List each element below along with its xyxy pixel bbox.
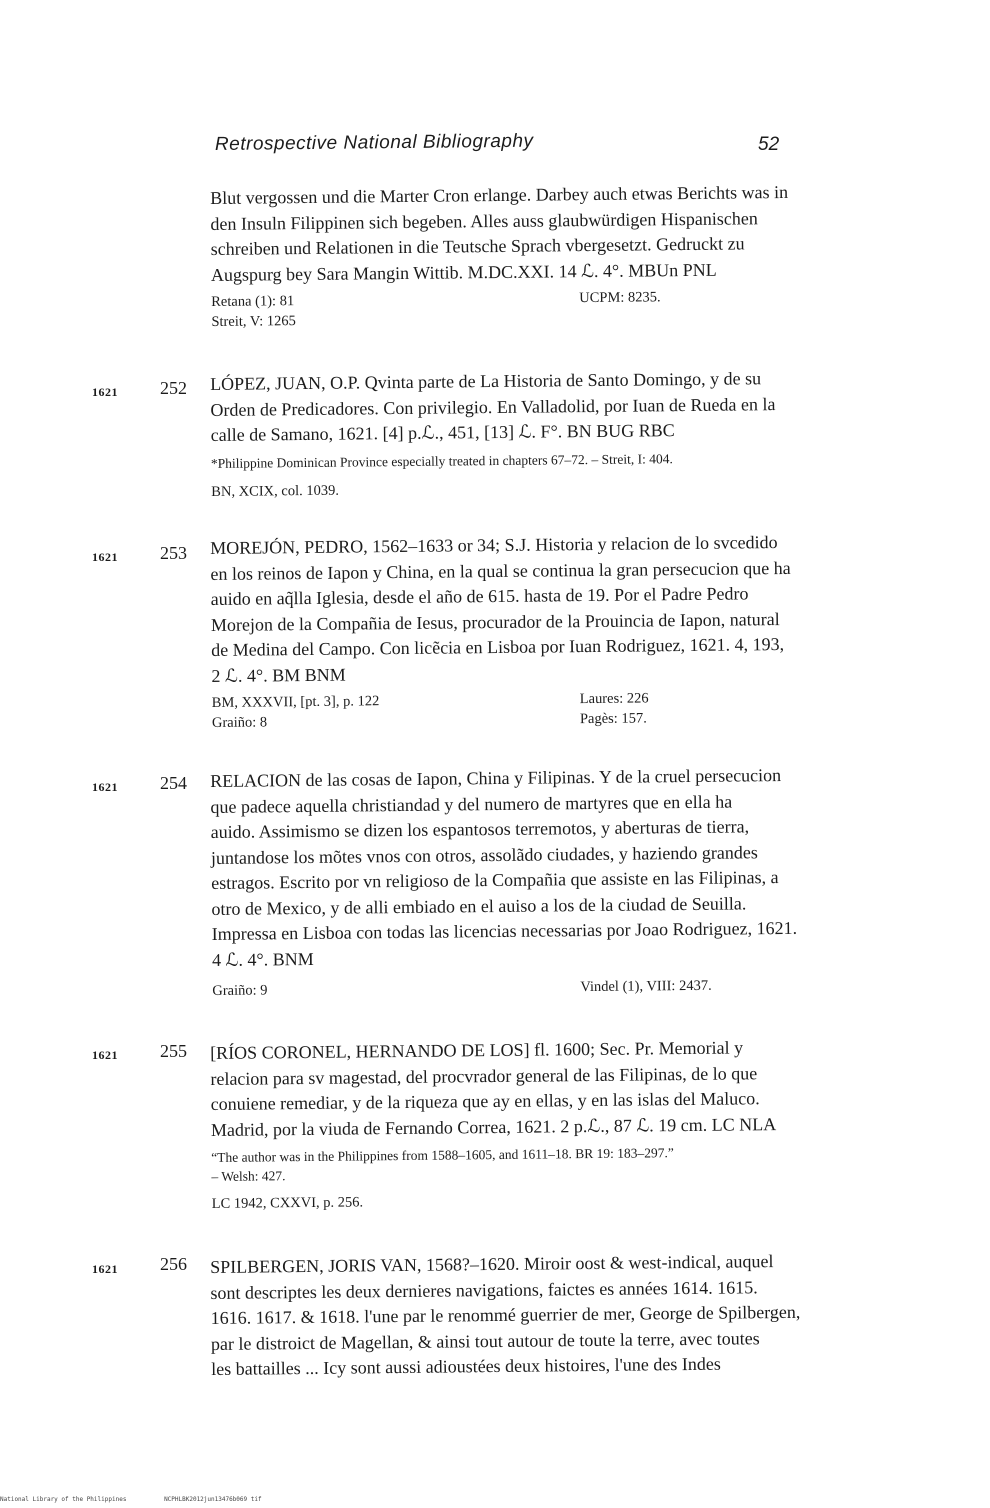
footer-library: National Library of the Philippines — [0, 1496, 127, 1503]
references — [212, 686, 927, 735]
reference-right: Vindel (1), VIII: 2437. — [580, 977, 712, 996]
scan-footer — [0, 1496, 296, 1503]
references — [211, 285, 926, 334]
references — [212, 974, 927, 1003]
reference-left: Graiño: 8 — [211, 714, 268, 731]
entry-number: 255 — [160, 1041, 187, 1061]
entry-year: 1621 — [92, 1048, 118, 1062]
continuation-text — [210, 179, 927, 334]
entry-note: *Philippine Dominican Province especially treated in chapters 67–72. – Streit, I: 404. — [210, 450, 673, 471]
entry-number: 256 — [160, 1254, 187, 1274]
entry-255 — [210, 1034, 927, 1214]
text-line: conuiene remediar, y de la riqueza que ay en ellas, y en las islas del Maluco. — [210, 1088, 760, 1114]
page-number: 52 — [758, 134, 780, 155]
text-line: par le distroict de Magellan, & ainsi tout autour de toute la terre, avec toutes — [210, 1327, 760, 1354]
text-line: Blut vergossen und die Marter Cron erlange. Darbey auch etwas Berichts was in — [210, 181, 789, 208]
text-line: que padece aquella christiandad y del numero de martyres que en ella ha — [210, 791, 733, 817]
entry-number: 253 — [160, 543, 187, 563]
text-line: [RÍOS CORONEL, HERNANDO DE LOS] fl. 1600; Sec. Pr. Memorial y — [210, 1037, 744, 1063]
entry-number: 252 — [160, 378, 187, 398]
text-line: otro de Mexico, y de alli embiado en el auiso a los de la ciudad de Seuilla. — [211, 892, 747, 919]
text-line: Madrid, por la viuda de Fernando Correa, 1621. 2 p.ℒ., 87 ℒ. 19 cm. LC NLA — [210, 1113, 777, 1140]
text-line: auido en aq̃lla Iglesia, desde el año de 615. hasta de 19. Por el Padre Pedro — [210, 583, 749, 609]
text-line: SPILBERGEN, JORIS VAN, 1568?–1620. Miroir oost & west-indical, auquel — [210, 1251, 774, 1277]
reference-left: Graiño: 9 — [212, 982, 268, 999]
entry-252 — [210, 365, 926, 502]
text-line: Morejon de la Compañia de Iesus, procurador de la Prouincia de Iapon, natural — [210, 608, 780, 635]
text-line: Impressa en Lisboa con todas las licencias necessarias por Joao Rodriguez, 1621. — [211, 917, 798, 944]
text-line: Orden de Predicadores. Con privilegio. En Valladolid, por Iuan de Rueda en la — [210, 393, 776, 420]
text-line: estragos. Escrito por vn religioso de la Compañia que assiste en las Filipinas, a — [211, 867, 779, 893]
text-line: auido. Assimismo se dizen los espantosos terremotos, y aberturas de tierra, — [210, 816, 750, 842]
text-line: les battailles ... Icy sont aussi adioustées deux histoires, l'une des Indes — [211, 1353, 721, 1379]
note-line: – Welsh: 427. — [211, 1168, 286, 1184]
text-line: 1616. 1617. & 1618. l'une par le renommé guerrier de mer, George de Spilbergen, — [210, 1301, 801, 1328]
text-line: den Insuln Filippinen sich begeben. Alles auss glaubwürdigen Hispanischen — [210, 207, 758, 234]
text-line: LÓPEZ, JUAN, O.P. Qvinta parte de La Historia de Santo Domingo, y de su — [210, 368, 762, 394]
text-line: de Medina del Campo. Con licẽcia en Lisboa por Iuan Rodriguez, 1621. 4, 193, — [211, 633, 785, 660]
reference-right: UCPM: 8235. — [579, 289, 661, 307]
text-line: 2 ℒ. 4°. BM BNM — [211, 664, 346, 686]
entry-reference: BN, XCIX, col. 1039. — [211, 482, 340, 500]
text-line: Augspurg bey Sara Mangin Wittib. M.DC.XXI. 14 ℒ. 4°. MBUn PNL — [210, 259, 717, 285]
entry-year: 1621 — [92, 780, 118, 794]
entry-number: 254 — [160, 773, 187, 793]
footer-file-id: NCPHLBK2012jun13476b069 tif — [164, 1496, 262, 1503]
reference-right: Laures: 226 — [579, 690, 649, 708]
text-line: calle de Samano, 1621. [4] p.ℒ., 451, [13] ℒ. F°. BN BUG RBC — [210, 420, 675, 445]
note-line: “The author was in the Philippines from 1588–1605, and 1611–18. BR 19: 183–297.” — [211, 1145, 674, 1165]
entry-year: 1621 — [92, 1262, 118, 1276]
text-line: 4 ℒ. 4°. BNM — [211, 948, 314, 970]
entry-year: 1621 — [92, 550, 118, 564]
reference-left: Streit, V: 1265 — [211, 313, 296, 330]
text-line: en los reinos de Iapon y China, en la qual se continua la gran persecucion que ha — [210, 557, 791, 584]
entry-note — [211, 1141, 926, 1186]
entry-253 — [210, 529, 927, 735]
entry-reference: LC 1942, CXXVI, p. 256. — [211, 1194, 364, 1212]
reference-left: Retana (1): 81 — [211, 293, 295, 310]
running-header-title: Retrospective National Bibliography — [214, 130, 534, 155]
entry-254 — [210, 762, 927, 1003]
reference-left: BM, XXXVII, [pt. 3], p. 122 — [211, 693, 380, 711]
text-line: MOREJÓN, PEDRO, 1562–1633 or 34; S.J. Historia y relacion de lo svcedido — [210, 532, 778, 558]
entry-256 — [210, 1248, 926, 1383]
text-line: relacion para sv magestad, del procvrador general de las Filipinas, de lo que — [210, 1062, 758, 1089]
text-line: RELACION de las cosas de Iapon, China y Filipinas. Y de la cruel persecucion — [210, 765, 782, 791]
reference-right: Pagès: 157. — [579, 710, 647, 728]
text-line: sont descriptes les deux dernieres navigations, faictes es années 1614. 1615. — [210, 1276, 758, 1303]
entry-year: 1621 — [92, 385, 118, 399]
text-line: schreiben und Relationen in die Teutsche Sprach vbergesetzt. Gedruckt zu — [210, 233, 745, 259]
text-line: juntandose los mõtes vnos con otros, assolãdo ciudades, y haziendo grandes — [210, 841, 758, 868]
